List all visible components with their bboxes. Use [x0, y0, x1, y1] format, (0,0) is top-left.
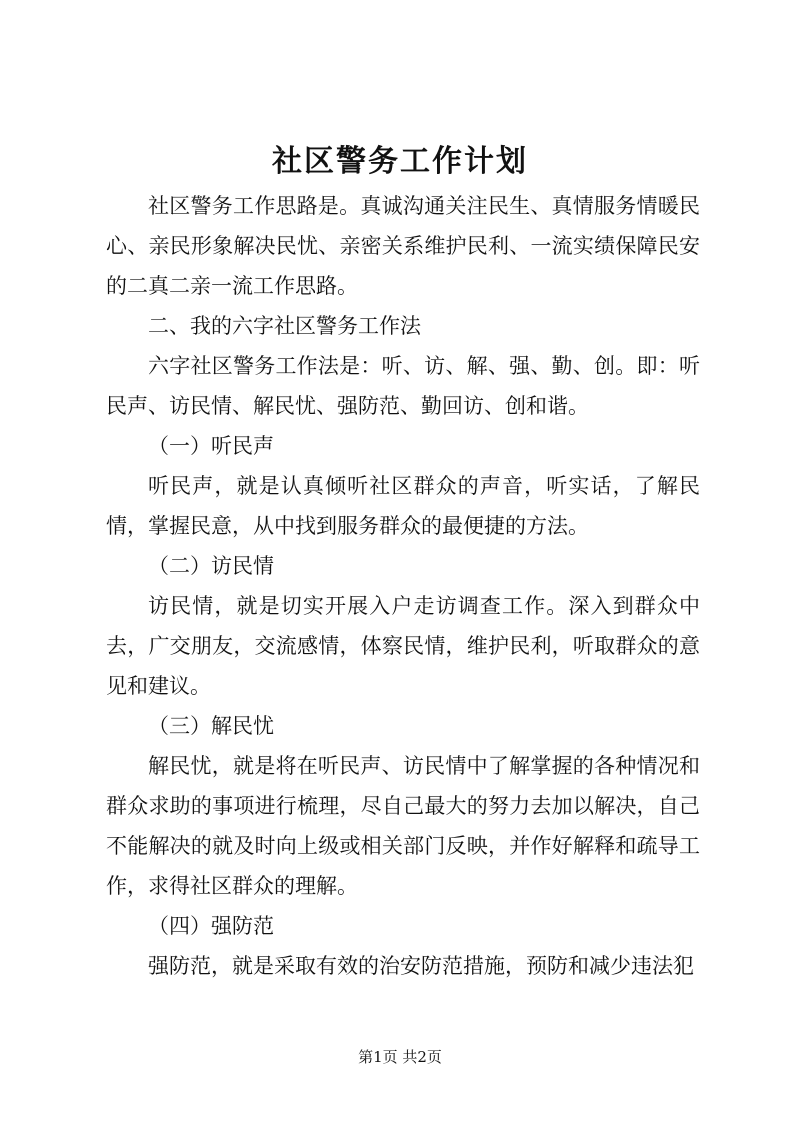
- section-heading-six-word-method: 二、我的六字社区警务工作法: [148, 314, 421, 338]
- paragraph-listen: 听民声，就是认真倾听社区群众的声音，听实话，了解民情，掌握民意，从中找到服务群众的最便捷的方法。: [106, 474, 700, 538]
- subheading-visit: （二）访民情: [148, 554, 274, 578]
- paragraph-prevent: 强防范，就是采取有效的治安防范措施，预防和减少违法犯: [148, 954, 694, 978]
- subheading-resolve: （三）解民忧: [148, 714, 274, 738]
- document-body: [106, 186, 700, 986]
- paragraph-six-word-method: 六字社区警务工作法是：听、访、解、强、勤、创。即：听民声、访民情、解民忧、强防范、勤回访、创和谐。: [106, 354, 700, 418]
- page-number-footer: 第1页 共2页: [358, 1048, 442, 1066]
- subheading-listen: （一）听民声: [148, 434, 274, 458]
- paragraph-visit: 访民情，就是切实开展入户走访调查工作。深入到群众中去，广交朋友，交流感情，体察民情，维护民利，听取群众的意见和建议。: [106, 594, 700, 698]
- paragraph-resolve: 解民忧，就是将在听民声、访民情中了解掌握的各种情况和群众求助的事项进行梳理，尽自己最大的努力去加以解决，自己不能解决的就及时向上级或相关部门反映，并作好解释和疏导工作，求得社区群众的理解。: [106, 754, 700, 898]
- paragraph-work-approach: 社区警务工作思路是。真诚沟通关注民生、真情服务情暖民心、亲民形象解决民忧、亲密关系维护民利、一流实绩保障民安的二真二亲一流工作思路。: [106, 194, 700, 298]
- subheading-prevent: （四）强防范: [148, 914, 274, 938]
- document-title: 社区警务工作计划: [272, 144, 528, 179]
